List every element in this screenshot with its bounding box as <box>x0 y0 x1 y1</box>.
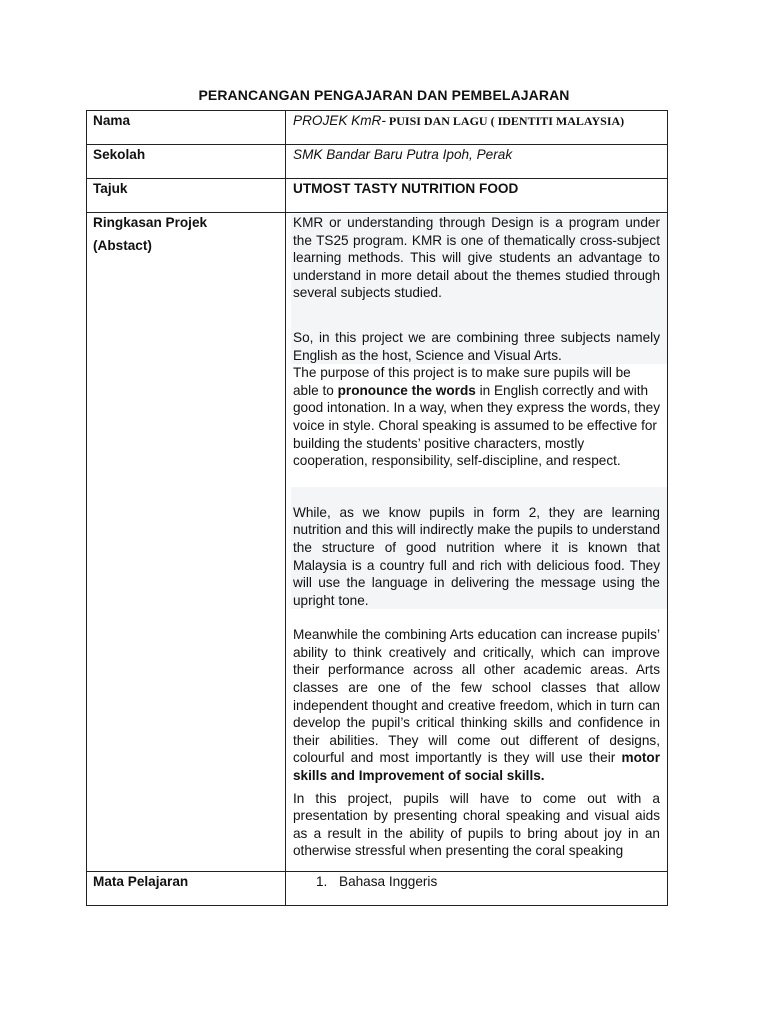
value-mata-pelajaran <box>286 872 668 906</box>
abstract-paragraph-2: So, in this project we are combining three subjects namely English as the host, Science and Visual Arts. <box>293 329 660 363</box>
label-tajuk: Tajuk <box>87 179 286 213</box>
table-row-tajuk <box>87 179 668 213</box>
abstract-paragraph-1: KMR or understanding through Design is a program under the TS25 program. KMR is one of thematically cross-subject learning methods. This will give students an advantage to understand in more detail about the themes studied through several subjects studied. <box>293 215 660 301</box>
abstract-paragraph-5-emphasis: motor skills and Improvement of social skills. <box>293 750 660 784</box>
label-nama: Nama <box>87 111 286 145</box>
table-row-ringkasan <box>87 213 668 872</box>
label-ringkasan <box>87 213 286 872</box>
label-abstract: (Abstact) <box>93 237 152 253</box>
abstract-paragraph-3 <box>293 364 660 470</box>
table-row-mata-pelajaran <box>87 872 668 906</box>
abstract-paragraph-5 <box>293 626 660 784</box>
list-item <box>316 873 660 891</box>
value-nama <box>286 111 668 145</box>
abstract-block-1 <box>291 214 667 364</box>
value-ringkasan <box>286 213 668 872</box>
list-item-text: Bahasa Inggeris <box>339 874 438 889</box>
abstract-paragraph-5-start: Meanwhile the combining Arts education can increase pupils’ ability to think creatively and critically, which can improve their performance across all other academic areas. Arts classes are one of the few school classes that allow independent thought and creative freedom, which in turn can develop the pupil’s critical thinking skills and confidence in their abilities. They will come out different of designs, colourful and most importantly is they will use their <box>293 627 660 766</box>
abstract-paragraph-3-emphasis: pronounce the words <box>337 382 476 398</box>
subject-list <box>293 873 660 891</box>
table-row-sekolah <box>87 145 668 179</box>
abstract-block-2 <box>291 487 667 610</box>
label-ringkasan-projek: Ringkasan Projek <box>93 215 208 230</box>
abstract-paragraph-4: While, as we know pupils in form 2, they are learning nutrition and this will indirectly make the pupils to understand the structure of good nutrition where it is known that Malaysia is a country full and rich with delicious food. They will use the language in delivering the message using the upright tone. <box>293 504 660 608</box>
page-title: PERANCANGAN PENGAJARAN DAN PEMBELAJARAN <box>198 87 570 103</box>
abstract-paragraph-6: In this project, pupils will have to come out with a presentation by presenting choral speaking and visual aids as a result in the ability of pupils to bring about joy in an otherwise stressful when presenting the coral speaking <box>293 790 660 859</box>
value-sekolah: SMK Bandar Baru Putra Ipoh, Perak <box>286 145 668 179</box>
label-mata-pelajaran: Mata Pelajaran <box>87 872 286 906</box>
value-tajuk: UTMOST TASTY NUTRITION FOOD <box>286 179 668 213</box>
project-name-prefix: PROJEK KmR- <box>293 113 386 128</box>
project-name-theme: PUISI DAN LAGU ( IDENTITI MALAYSIA) <box>385 114 625 128</box>
lesson-plan-table <box>86 110 668 906</box>
list-item-number: 1. <box>316 874 328 889</box>
abstract-paragraph-3-start: The purpose of this project is to make sure pupils will be able to <box>293 365 631 398</box>
abstract-paragraph-3-end: in English correctly and with good intonation. In a way, when they express the words, they voice in style. Choral speaking is assumed to be effective for building the students’ positive characters, mostly cooperation, responsibility, self-discipline, and respect. <box>293 382 660 469</box>
label-sekolah: Sekolah <box>87 145 286 179</box>
table-row-nama <box>87 111 668 145</box>
